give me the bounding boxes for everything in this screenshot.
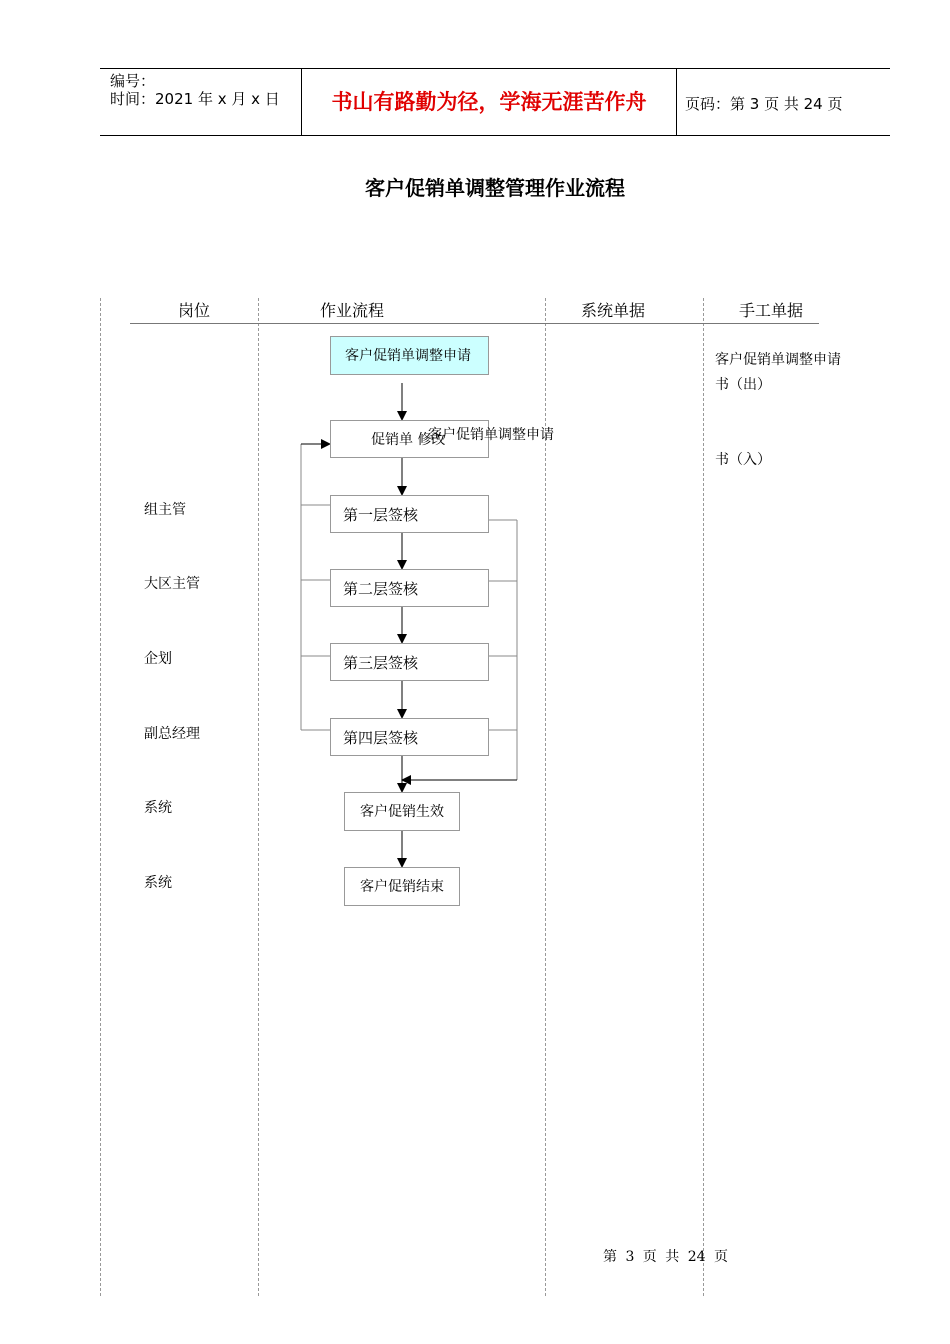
- role-planning: 企划: [144, 651, 172, 667]
- serial-label: 编号：: [110, 72, 156, 90]
- role-system-2: 系统: [144, 875, 172, 891]
- flow-promotion-end: [344, 867, 460, 906]
- role-system-1: 系统: [144, 800, 172, 816]
- flow-end-label: 客户促销结束: [360, 879, 444, 895]
- flow-start-request: [330, 336, 489, 375]
- document-title: 客户促销单调整管理作业流程: [365, 176, 625, 200]
- flow-approval-level-3: [330, 643, 489, 681]
- flow-start-label: 客户促销单调整申请: [345, 348, 471, 364]
- column-header-system-docs: 系统单据: [581, 301, 646, 320]
- role-vice-gm: 副总经理: [144, 726, 200, 742]
- page-label: 页码：第 3 页 共 24 页: [685, 95, 843, 113]
- flow-approval-level-4: [330, 718, 489, 756]
- time-label: 时间：2021 年 x 月 x 日: [110, 90, 280, 108]
- flow-modify-overlay-text: 客户促销单调整申请: [428, 427, 554, 443]
- manual-doc-out-line1: 客户促销单调整申请: [715, 352, 841, 368]
- flow-modify-label: 促销单 修改: [371, 432, 446, 448]
- flow-level3-label: 第三层签核: [343, 654, 419, 672]
- flow-approval-level-1: [330, 495, 489, 533]
- column-header-manual-docs: 手工单据: [739, 301, 804, 320]
- column-header-flow: 作业流程: [320, 301, 385, 320]
- flow-level4-label: 第四层签核: [343, 729, 419, 747]
- footer-page-number: 第 3 页 共 24 页: [603, 1249, 728, 1265]
- flow-level1-label: 第一层签核: [343, 506, 419, 524]
- manual-doc-in-line: 书（入）: [715, 452, 771, 468]
- flow-level2-label: 第二层签核: [343, 580, 419, 598]
- flow-promotion-effective: [344, 792, 460, 831]
- header-motto: 书山有路勤为径，学海无涯苦作舟: [331, 90, 647, 114]
- column-header-role: 岗位: [178, 301, 211, 320]
- role-region-supervisor: 大区主管: [144, 576, 200, 592]
- flow-effective-label: 客户促销生效: [360, 804, 444, 820]
- manual-doc-out-line2: 书（出）: [715, 377, 771, 393]
- role-group-supervisor: 组主管: [144, 502, 186, 518]
- flow-approval-level-2: [330, 569, 489, 607]
